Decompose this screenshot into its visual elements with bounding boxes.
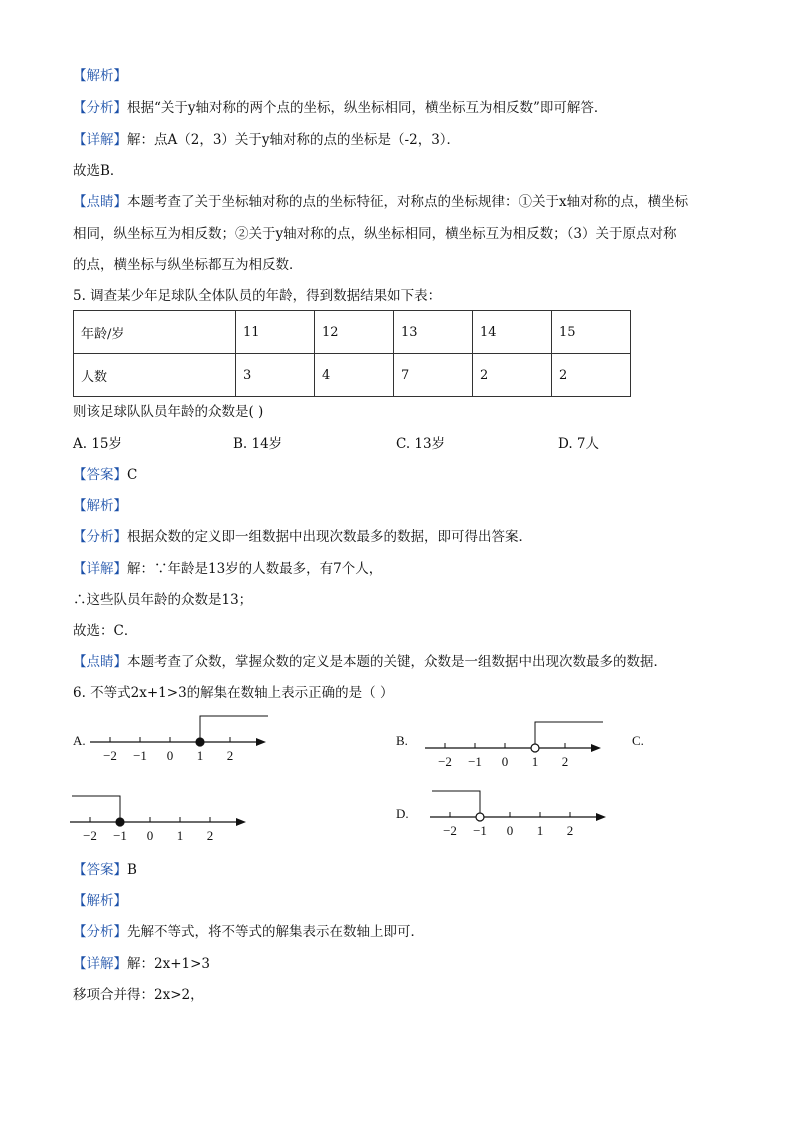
number-line-d [430, 787, 610, 843]
section-tag: 【解析】 [73, 68, 127, 84]
section-tag: 【点睛】 [73, 194, 127, 210]
closed-point [116, 818, 124, 826]
option-b: B. 14岁 [233, 436, 283, 452]
option-label-a: A. [73, 733, 86, 748]
line-text: ∴这些队员年龄的众数是13； [73, 592, 253, 608]
tick-label: 1 [536, 823, 544, 838]
tick-label: 1 [196, 748, 204, 763]
tick-label: 0 [501, 754, 509, 769]
line-text: 6. 不等式2x+1>3的解集在数轴上表示正确的是（ ） [73, 685, 394, 701]
table-row [74, 311, 631, 354]
option-label-d: D. [396, 806, 409, 821]
line-text: B [127, 862, 137, 878]
line-text: 根据“关于y轴对称的两个点的坐标，纵坐标相同，横坐标互为相反数”即可解答． [127, 100, 608, 116]
table-cell: 2 [552, 354, 631, 397]
option-a: A. 15岁 [73, 436, 123, 452]
line-text: 故选：C． [73, 623, 138, 639]
text-line [73, 683, 393, 703]
tick-label: 2 [206, 828, 214, 843]
section-tag: 【解析】 [73, 893, 127, 909]
number-line-a [90, 712, 270, 768]
text-line [73, 286, 441, 306]
text-line [73, 224, 676, 244]
line-text: 解：点A（2，3）关于y轴对称的点的坐标是（-2，3）． [127, 132, 461, 148]
text-line [73, 66, 127, 86]
tick-label: 0 [146, 828, 154, 843]
line-text: 先解不等式，将不等式的解集表示在数轴上即可． [127, 924, 424, 940]
solution-bracket [200, 716, 268, 742]
line-text: 相同，纵坐标互为相反数；②关于y轴对称的点，纵坐标相同，横坐标互为相反数；（3）关于原点对称 [73, 226, 677, 242]
solution-bracket [432, 791, 480, 817]
section-tag: 【解析】 [73, 498, 127, 514]
number-line-c [70, 792, 250, 848]
line-text: 移项合并得：2x>2， [73, 987, 204, 1003]
text-line [73, 496, 127, 516]
section-tag: 【详解】 [73, 132, 127, 148]
table-cell: 人数 [74, 354, 236, 397]
line-text: 解：2x+1>3 [127, 956, 211, 972]
line-text: 故选B． [73, 163, 124, 179]
tick-label: −2 [443, 823, 457, 838]
line-text: 的点，横坐标与纵坐标都互为相反数． [73, 257, 303, 273]
line-text: 5. 调查某少年足球队全体队员的年龄，得到数据结果如下表： [73, 288, 442, 304]
table-cell: 3 [236, 354, 315, 397]
text-line [73, 985, 204, 1005]
line-text: 本题考查了关于坐标轴对称的点的坐标特征，对称点的坐标规律：①关于x轴对称的点，横坐标 [127, 194, 689, 210]
text-line [73, 860, 137, 880]
text-line [73, 954, 210, 974]
table-cell: 4 [315, 354, 394, 397]
option-label-c: C. [632, 733, 644, 748]
arrow-head [236, 818, 246, 826]
section-tag: 【答案】 [73, 862, 127, 878]
table-cell: 11 [236, 311, 315, 354]
tick-label: 0 [166, 748, 174, 763]
text-line [73, 161, 123, 181]
arrow-head [591, 744, 601, 752]
text-line [73, 621, 137, 641]
open-point [476, 813, 484, 821]
tick-label: 1 [176, 828, 184, 843]
table-row [74, 354, 631, 397]
section-tag: 【分析】 [73, 100, 127, 116]
number-line-b [425, 718, 605, 774]
text-line [73, 192, 688, 212]
tick-label: −1 [473, 823, 487, 838]
arrow-head [256, 738, 266, 746]
text-line [73, 527, 532, 547]
section-tag: 【详解】 [73, 956, 127, 972]
option-d: D. 7人 [558, 436, 600, 452]
tick-label: −2 [103, 748, 117, 763]
tick-label: −2 [83, 828, 97, 843]
text-line [73, 465, 137, 485]
table-cell: 13 [394, 311, 473, 354]
solution-bracket [535, 722, 603, 748]
age-table [73, 310, 631, 397]
table-cell: 2 [473, 354, 552, 397]
tick-label: 0 [506, 823, 514, 838]
section-tag: 【详解】 [73, 561, 127, 577]
text-line [73, 922, 424, 942]
section-tag: 【点睛】 [73, 654, 127, 670]
table-cell: 14 [473, 311, 552, 354]
text-line [73, 590, 252, 610]
open-point [531, 744, 539, 752]
tick-label: −1 [133, 748, 147, 763]
line-text: 解：∵年龄是13岁的人数最多，有7个人， [127, 561, 383, 577]
tick-label: −2 [438, 754, 452, 769]
tick-label: 1 [531, 754, 539, 769]
text-line [73, 255, 303, 275]
text-line [73, 652, 667, 672]
tick-label: 2 [561, 754, 569, 769]
text-line [73, 98, 607, 118]
section-tag: 【答案】 [73, 467, 127, 483]
section-tag: 【分析】 [73, 924, 127, 940]
arrow-head [596, 813, 606, 821]
section-tag: 【分析】 [73, 529, 127, 545]
line-text: C [127, 467, 138, 483]
question-stem: 则该足球队队员年龄的众数是( ) [73, 404, 264, 420]
text-line [73, 891, 127, 911]
closed-point [196, 738, 204, 746]
option-c: C. 13岁 [396, 436, 446, 452]
option-label-b: B. [396, 733, 408, 748]
tick-label: 2 [566, 823, 574, 838]
line-text: 本题考查了众数，掌握众数的定义是本题的关键，众数是一组数据中出现次数最多的数据． [127, 654, 667, 670]
line-text: 根据众数的定义即一组数据中出现次数最多的数据，即可得出答案． [127, 529, 532, 545]
table-cell: 15 [552, 311, 631, 354]
tick-label: −1 [113, 828, 127, 843]
tick-label: 2 [226, 748, 234, 763]
tick-label: −1 [468, 754, 482, 769]
text-line [73, 130, 460, 150]
solution-bracket [72, 796, 120, 822]
table-cell: 7 [394, 354, 473, 397]
text-line [73, 559, 382, 579]
table-cell: 12 [315, 311, 394, 354]
table-cell: 年龄/岁 [74, 311, 236, 354]
